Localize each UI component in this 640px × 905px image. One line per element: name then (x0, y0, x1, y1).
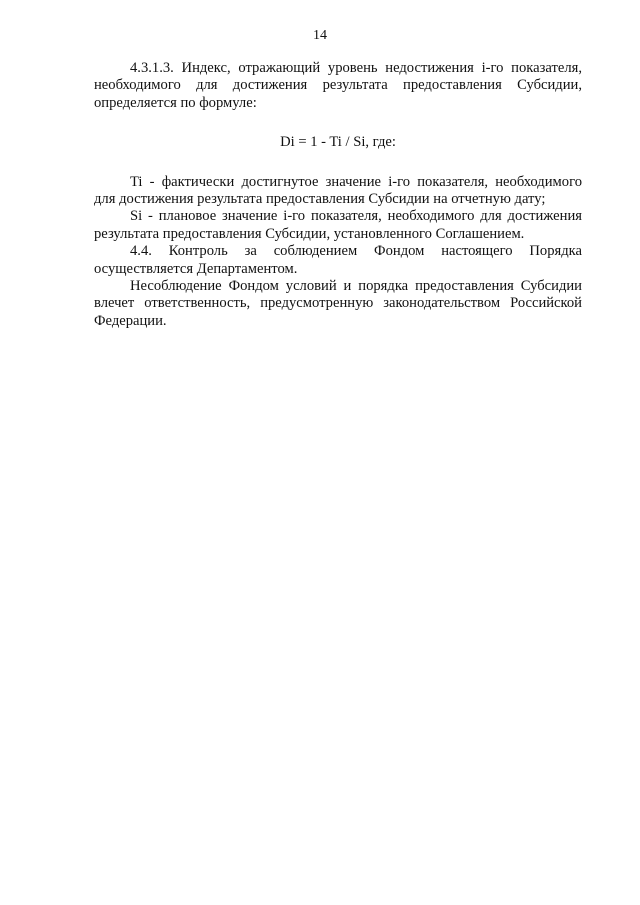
page-number: 14 (313, 28, 327, 43)
formula: Di = 1 - Ti / Si, где: (280, 134, 396, 151)
paragraph-4-4: 4.4. Контроль за соблюдением Фондом настоящего Порядка осуществляется Департаментом. (94, 243, 582, 277)
paragraph-violation: Несоблюдение Фондом условий и порядка предоставления Субсидии влечет ответственность, предусмотренную законодательством Российской Федерации. (94, 278, 582, 329)
paragraph-4-3-1-3: 4.3.1.3. Индекс, отражающий уровень недостижения i-го показателя, необходимого для достижения результата предоставления Субсидии, определяется по формуле: (94, 60, 582, 111)
definition-si: Si - плановое значение i-го показателя, необходимого для достижения результата предоставления Субсидии, установленного Соглашением. (94, 208, 582, 242)
document-body (94, 60, 582, 330)
definition-ti: Ti - фактически достигнутое значение i-го показателя, необходимого для достижения результата предоставления Субсидии на отчетную дату; (94, 173, 582, 208)
